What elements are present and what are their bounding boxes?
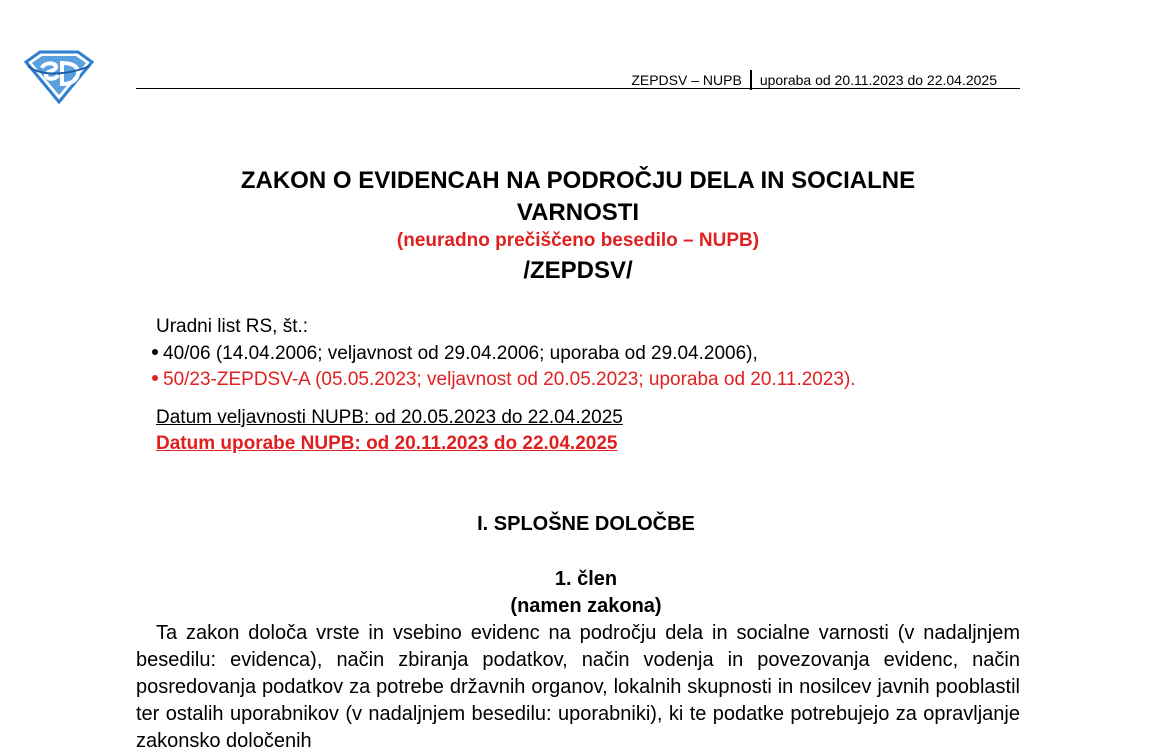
validity-date: Datum veljavnosti NUPB: od 20.05.2023 do 22.04.2025 xyxy=(156,407,623,428)
article-paragraph: Ta zakon določa vrste in vsebino evidenc na področju dela in socialne varnosti (v nadaljnjem besedilu: evidenca), način zbiranja podatkov, način vodenja in povezovanja evidenc, način posredovanja podatkov za potrebe državnih organov, lokalnih skupnosti in nosilcev javnih pooblastil ter ostalih uporabnikov (v nadaljnjem besedilu: uporabniki), ki te podatke potrebujejo za opravljanje zakonsko določenih xyxy=(136,622,1020,752)
article-title: (namen zakona) xyxy=(510,595,662,617)
gazette-entry xyxy=(152,341,856,367)
gazette-label: Uradni list RS, št.: xyxy=(156,316,309,337)
document-abbreviation: /ZEPDSV/ xyxy=(523,257,633,284)
article-number: 1. člen xyxy=(554,568,618,590)
header-rule xyxy=(136,88,1020,89)
header-separator xyxy=(750,70,752,90)
gazette-entry xyxy=(152,367,856,393)
gazette-entry-text: 50/23-ZEPDSV-A (05.05.2023; veljavnost od 20.05.2023; uporaba od 20.11.2023). xyxy=(163,369,856,390)
header-abbreviation: ZEPDSV – NUPB xyxy=(631,72,742,88)
application-date: Datum uporabe NUPB: od 20.11.2023 do 22.04.2025 xyxy=(156,433,618,454)
bullet-icon xyxy=(152,349,158,355)
header-text xyxy=(631,70,997,90)
header-validity: uporaba od 20.11.2023 do 22.04.2025 xyxy=(759,72,997,88)
document-title xyxy=(136,165,1020,229)
gazette-list xyxy=(152,341,856,393)
sd-logo-icon xyxy=(22,50,96,104)
chapter-title: I. SPLOŠNE DOLOČBE xyxy=(477,513,695,535)
document-subtitle: (neuradno prečiščeno besedilo – NUPB) xyxy=(396,230,760,251)
document-title-line2: VARNOSTI xyxy=(516,199,640,226)
bullet-icon xyxy=(152,375,158,381)
document-title-line1: ZAKON O EVIDENCAH NA PODROČJU DELA IN SOCIALNE xyxy=(240,167,916,194)
gazette-entry-text: 40/06 (14.04.2006; veljavnost od 29.04.2006; uporaba od 29.04.2006), xyxy=(163,343,758,364)
